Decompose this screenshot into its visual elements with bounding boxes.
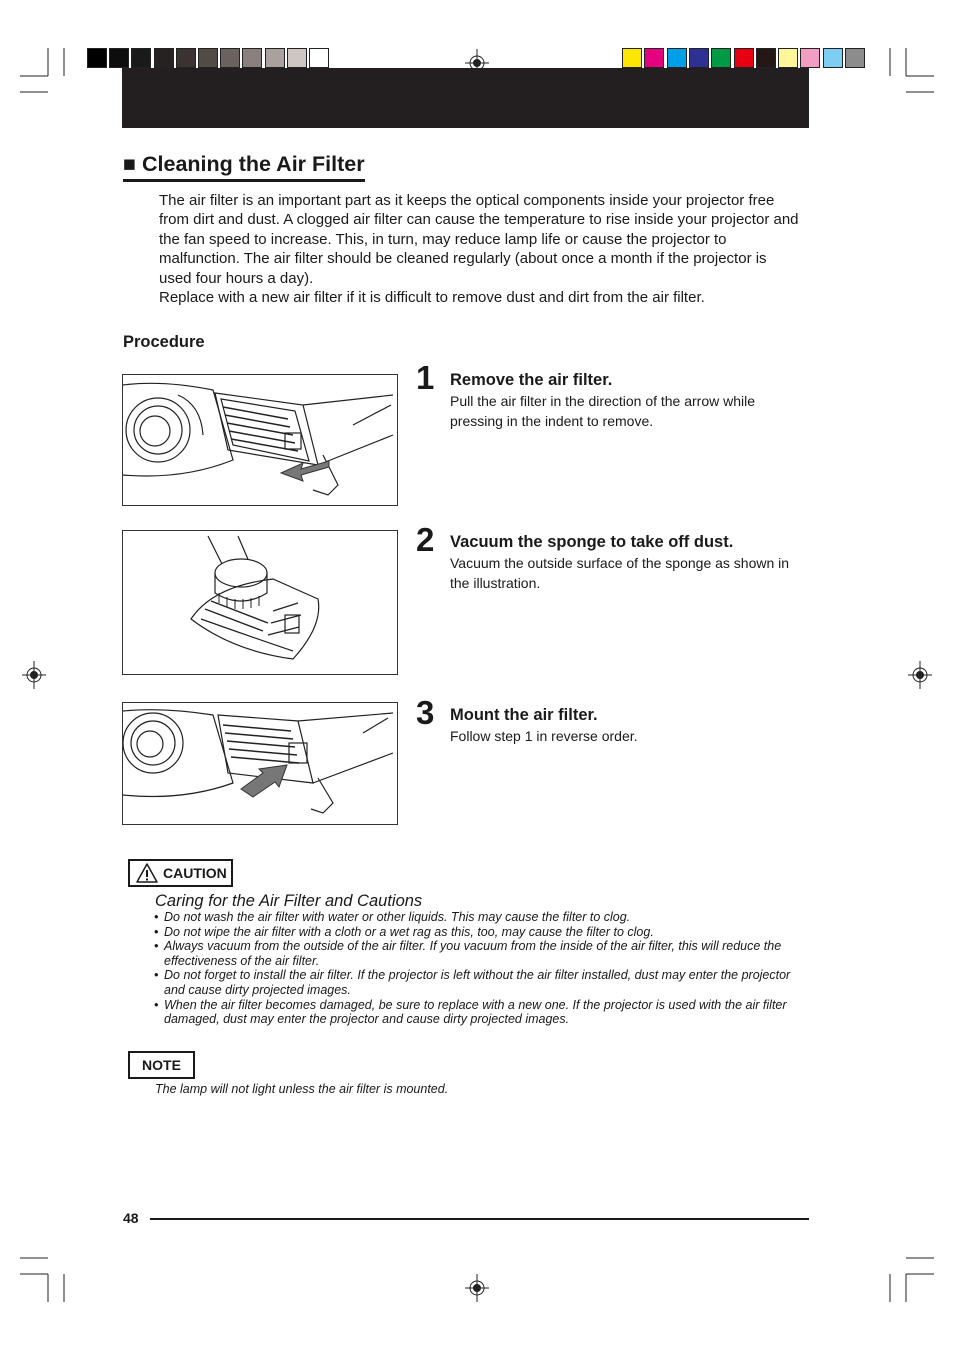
section-marker: ■ xyxy=(123,152,136,176)
warning-triangle-icon xyxy=(136,863,158,883)
step-number: 1 xyxy=(416,359,435,396)
figure-mount-filter xyxy=(122,702,398,825)
caution-item: • Do not wash the air filter with water or other liquids. This may cause the filter to clog. xyxy=(154,910,814,925)
step-title: Vacuum the sponge to take off dust. xyxy=(450,533,734,551)
procedure-heading: Procedure xyxy=(123,333,205,351)
page-number: 48 xyxy=(123,1210,139,1226)
intro-paragraph: Replace with a new air filter if it is difficult to remove dust and dirt from the air filter. xyxy=(159,289,705,307)
caution-heading: Caring for the Air Filter and Cautions xyxy=(155,892,423,910)
section-title-text: Cleaning the Air Filter xyxy=(141,152,365,176)
projector-filter-illustration xyxy=(123,375,397,505)
figure-remove-filter xyxy=(122,374,398,506)
vacuum-illustration xyxy=(123,531,397,674)
caution-list xyxy=(154,910,814,1027)
note-label: NOTE xyxy=(128,1051,195,1079)
caution-label-text: CAUTION xyxy=(163,865,227,881)
step-title: Remove the air filter. xyxy=(450,371,613,389)
intro-paragraph: The air filter is an important part as it keeps the optical components inside your projector free from dirt and dust. A clogged air filter can cause the temperature to rise inside your projector and the fan speed to increase. This, in turn, may reduce lamp life or cause the projector to malfunction. The air filter should be cleaned regularly (about once a month if the projector is used four hours a day). xyxy=(159,192,799,287)
caution-label xyxy=(128,859,233,887)
note-text: The lamp will not light unless the air filter is mounted. xyxy=(155,1082,449,1096)
caution-item: • Always vacuum from the outside of the air filter. If you vacuum from the inside of the air filter, this will reduce the effectiveness of the air filter. xyxy=(154,939,814,968)
step-description: Vacuum the outside surface of the sponge as shown in the illustration. xyxy=(450,555,790,591)
figure-vacuum-sponge xyxy=(122,530,398,675)
footer-rule xyxy=(150,1218,809,1220)
step-number: 2 xyxy=(416,521,435,558)
step-number: 3 xyxy=(416,694,435,731)
caution-item: • Do not forget to install the air filter. If the projector is left without the air filter installed, dust may enter the projector and cause dirty projected images. xyxy=(154,968,814,997)
caution-item: • Do not wipe the air filter with a cloth or a wet rag as this, too, may cause the filter to clog. xyxy=(154,925,814,940)
step-description: Pull the air filter in the direction of the arrow while pressing in the indent to remove. xyxy=(450,393,756,429)
header-bar xyxy=(122,68,809,128)
projector-mount-illustration xyxy=(123,703,397,824)
step-description: Follow step 1 in reverse order. xyxy=(450,728,638,744)
section-title xyxy=(123,152,365,182)
intro-text xyxy=(159,191,799,307)
step-title: Mount the air filter. xyxy=(450,706,598,724)
caution-item: • When the air filter becomes damaged, be sure to replace with a new one. If the projector is used with the air filter damaged, dust may enter the projector and cause dirty projected images. xyxy=(154,998,814,1027)
